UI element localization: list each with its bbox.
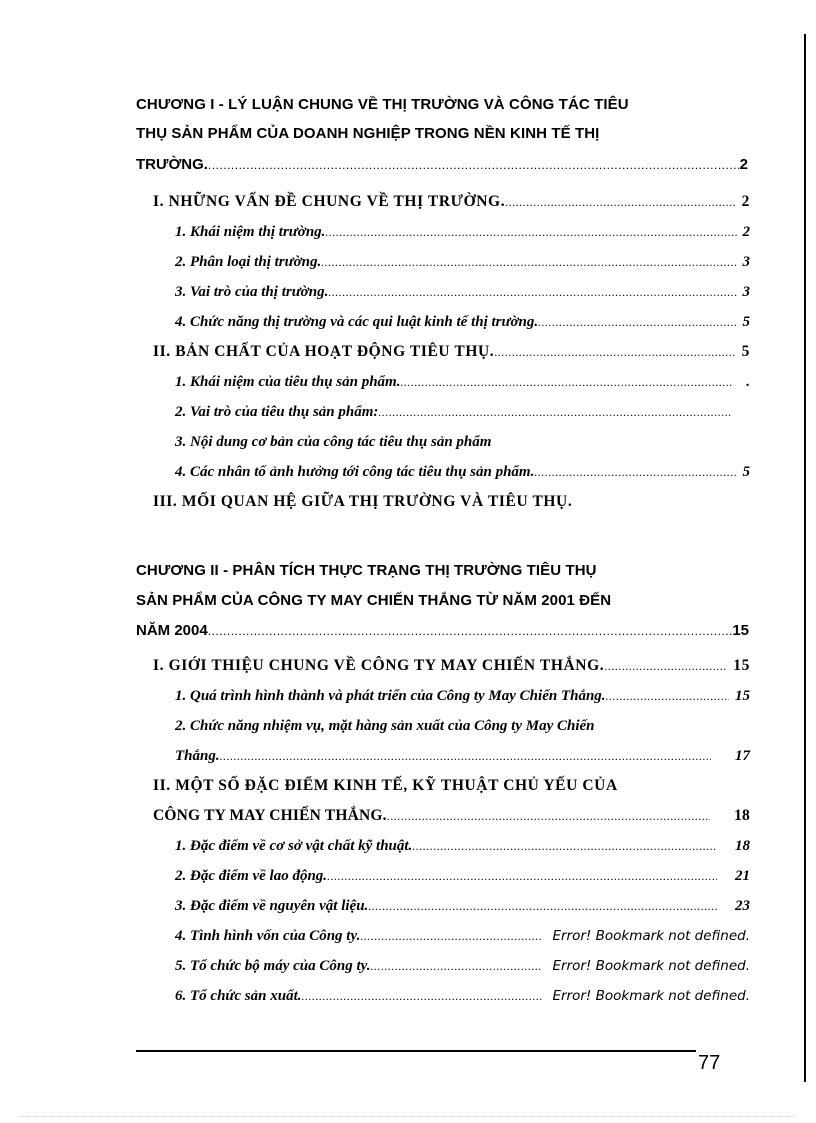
dot-leader: [208, 616, 733, 646]
page-ref: 23: [735, 898, 750, 914]
toc-entry-item[interactable]: [175, 427, 750, 457]
toc-entry-chapter1[interactable]: [136, 150, 748, 180]
dot-leader: [328, 277, 736, 307]
toc-entry-item[interactable]: [175, 247, 750, 277]
item-label: 1. Quá trình hình thành và phát triển của Công ty May Chiến Thắng.: [175, 688, 606, 704]
dot-leader: [302, 981, 543, 1011]
dot-leader: [604, 651, 727, 681]
dot-leader: [321, 247, 736, 277]
page-ref: 5: [741, 343, 750, 360]
item-label: 4. Chức năng thị trường và các qui luật kinh tế thị trường.: [175, 314, 539, 330]
chapter2-title-line3: NĂM 2004: [136, 622, 208, 639]
page-ref: 5: [742, 464, 750, 480]
toc-entry-item[interactable]: [175, 951, 750, 981]
dot-leader: [538, 307, 736, 337]
item-label: 1. Khái niệm của tiêu thụ sản phẩm.: [175, 374, 401, 390]
dot-leader: [325, 217, 736, 247]
toc-entry-item-cont[interactable]: [175, 741, 750, 771]
page-ref: 5: [742, 314, 750, 330]
dot-leader: [412, 831, 717, 861]
toc-entry-item[interactable]: [175, 831, 750, 861]
dot-leader: [494, 337, 735, 367]
toc-entry-section[interactable]: [153, 487, 750, 517]
item-label-cont: Thắng.: [175, 748, 220, 764]
toc-entry-item[interactable]: [175, 457, 750, 487]
page-ref: 17: [735, 748, 750, 764]
dot-leader: [606, 681, 729, 711]
chapter2-title-line1: CHƯƠNG II - PHÂN TÍCH THỰC TRẠNG THỊ TRƯỜNG TIÊU THỤ: [136, 562, 597, 579]
chapter2-title-line2: SẢN PHẨM CỦA CÔNG TY MAY CHIẾN THẮNG TỪ NĂM 2001 ĐẾN: [136, 592, 612, 609]
toc-entry-item[interactable]: [175, 711, 750, 741]
toc-entry-section-cont[interactable]: [153, 801, 750, 831]
item-label: 2. Vai trò của tiêu thụ sản phẩm:: [175, 404, 379, 420]
bookmark-error: Error! Bookmark not defined.: [552, 988, 750, 1004]
page-ref: 18: [734, 807, 750, 824]
page-ref: .: [746, 374, 750, 390]
footer-rule: [136, 1050, 696, 1052]
toc-entry-chapter2[interactable]: [136, 616, 749, 646]
toc-entry-item[interactable]: [175, 861, 750, 891]
dot-leader: [327, 861, 717, 891]
toc-entry-item[interactable]: [175, 367, 750, 397]
item-label: 5. Tổ chức bộ máy của Công ty.: [175, 958, 371, 974]
dot-leader: [505, 187, 735, 217]
dot-leader: [387, 801, 710, 831]
toc-entry-item[interactable]: [175, 217, 750, 247]
page-ref: 3: [742, 254, 750, 270]
page-ref: 18: [735, 838, 750, 854]
dot-leader: [208, 150, 740, 180]
item-label: 3. Nội dung cơ bản của công tác tiêu thụ sản phẩm: [175, 434, 492, 450]
page-ref: 15: [735, 688, 750, 704]
page-ref: 21: [735, 868, 750, 884]
item-label: 2. Chức năng nhiệm vụ, mặt hàng sản xuất của Công ty May Chiến: [175, 718, 595, 734]
toc-entry-item[interactable]: [175, 681, 750, 711]
section-label: II. BẢN CHẤT CỦA HOẠT ĐỘNG TIÊU THỤ.: [153, 343, 495, 360]
item-label: 2. Phân loại thị trường.: [175, 254, 322, 270]
page-ref: 2: [741, 193, 750, 210]
section-label-cont: CÔNG TY MAY CHIẾN THẮNG.: [153, 807, 387, 824]
dot-leader: [368, 891, 717, 921]
chapter1-title-line3: TRƯỜNG.: [136, 156, 208, 173]
section-label: I. NHỮNG VẤN ĐỀ CHUNG VỀ THỊ TRƯỜNG.: [153, 193, 506, 210]
section-label: III. MỐI QUAN HỆ GIỮA THỊ TRƯỜNG VÀ TIÊU THỤ.: [153, 493, 573, 510]
dot-leader: [371, 951, 543, 981]
item-label: 3. Đặc điểm về nguyên vật liệu.: [175, 898, 369, 914]
page-number: 77: [698, 1052, 721, 1074]
toc-entry-item[interactable]: [175, 981, 750, 1011]
item-label: 4. Các nhân tố ảnh hưởng tới công tác tiêu thụ sản phẩm.: [175, 464, 535, 480]
page-ref: 15: [732, 622, 749, 639]
bottom-dotted-rule: [20, 1116, 796, 1117]
item-label: 3. Vai trò của thị trường.: [175, 284, 329, 300]
page-ref: 2: [739, 156, 748, 173]
toc-entry-section[interactable]: [153, 337, 750, 367]
dot-leader: [378, 397, 731, 427]
chapter1-title-line1: CHƯƠNG I - LÝ LUẬN CHUNG VỀ THỊ TRƯỜNG VÀ CÔNG TÁC TIÊU: [136, 96, 629, 113]
toc-entry-section[interactable]: [153, 651, 750, 681]
page-ref: 3: [742, 284, 750, 300]
toc-entry-section[interactable]: [153, 187, 750, 217]
toc-entry-item[interactable]: [175, 891, 750, 921]
item-label: 6. Tổ chức sản xuất.: [175, 988, 302, 1004]
bookmark-error: Error! Bookmark not defined.: [552, 958, 750, 974]
item-label: 4. Tình hình vốn của Công ty.: [175, 928, 361, 944]
section-label: II. MỘT SỐ ĐẶC ĐIỂM KINH TẾ, KỸ THUẬT CHỦ YẾU CỦA: [153, 777, 618, 794]
chapter1-title-line2: THỤ SẢN PHẨM CỦA DOANH NGHIỆP TRONG NỀN KINH TẾ THỊ: [136, 125, 600, 142]
toc-entry-section[interactable]: [153, 771, 750, 801]
bookmark-error: Error! Bookmark not defined.: [552, 928, 750, 944]
dot-leader: [534, 457, 736, 487]
toc-entry-item[interactable]: [175, 307, 750, 337]
page-ref: 2: [742, 224, 750, 240]
toc-entry-item[interactable]: [175, 277, 750, 307]
item-label: 1. Đặc điểm về cơ sở vật chất kỹ thuật.: [175, 838, 413, 854]
dot-leader: [400, 367, 732, 397]
page-ref: 15: [733, 657, 750, 674]
section-label: I. GIỚI THIỆU CHUNG VỀ CÔNG TY MAY CHIẾN THẮNG.: [153, 657, 605, 674]
toc-entry-item[interactable]: [175, 397, 731, 427]
item-label: 1. Khái niệm thị trường.: [175, 224, 326, 240]
toc-entry-item[interactable]: [175, 921, 750, 951]
dot-leader: [360, 921, 542, 951]
item-label: 2. Đặc điểm về lao động.: [175, 868, 328, 884]
dot-leader: [220, 741, 711, 771]
